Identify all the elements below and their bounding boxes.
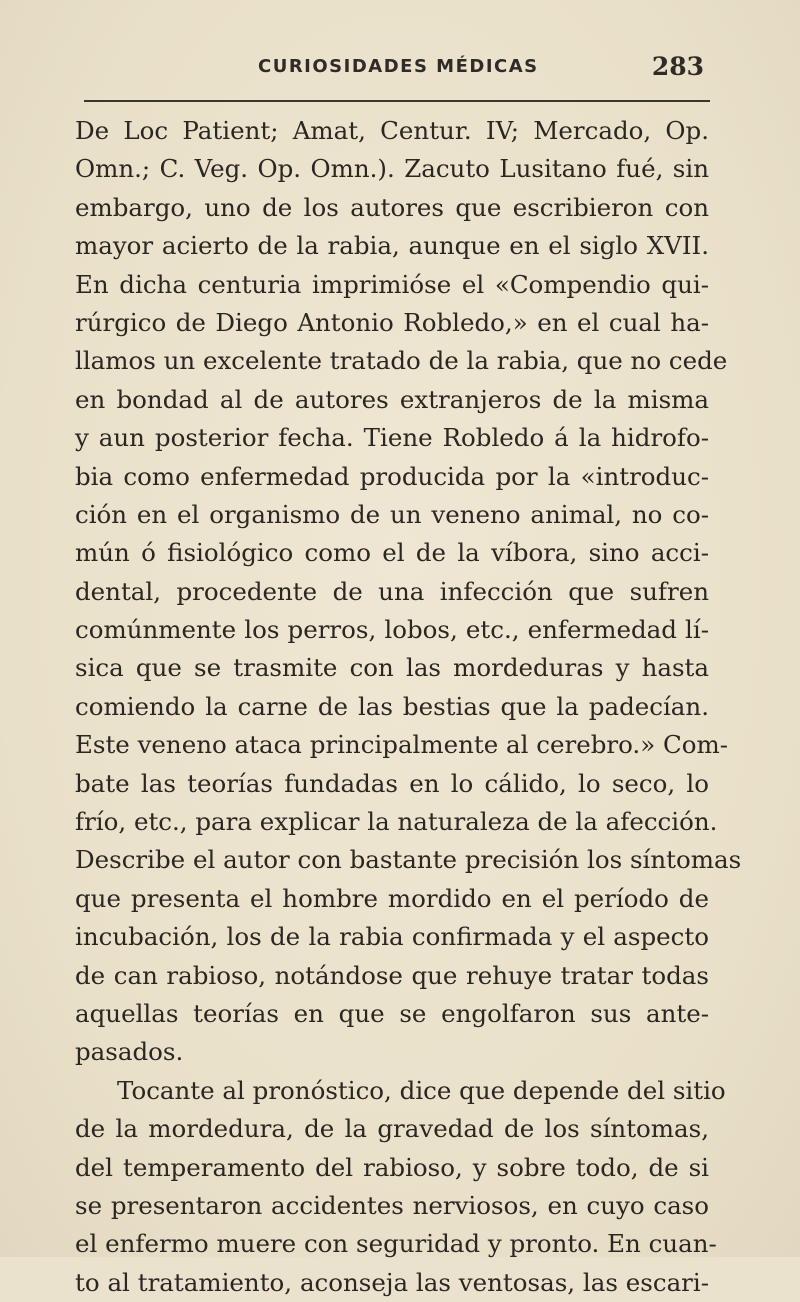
text-line: Describe el autor con bastante precisión los síntomas xyxy=(75,845,742,875)
text-line: embargo, uno de los autores que escribieron con xyxy=(75,192,709,222)
text-line: Este veneno ataca principalmente al cerebro.» Com- xyxy=(75,730,728,760)
text-line: bia como enfermedad producida por la «introduc- xyxy=(75,461,709,491)
text-line: mún ó fisiológico como el de la víbora, sino acci- xyxy=(75,538,709,568)
text-line: aquellas teorías en que se engolfaron sus ante- xyxy=(75,998,709,1028)
text-line: mayor acierto de la rabia, aunque en el siglo XVII. xyxy=(75,231,709,261)
paragraph-end-line: pasados. xyxy=(75,1037,184,1067)
text-line: ción en el organismo de un veneno animal, no co- xyxy=(75,499,709,529)
text-line: bate las teorías fundadas en lo cálido, lo seco, lo xyxy=(75,768,709,798)
text-line: dental, procedente de una infección que sufren xyxy=(75,576,709,606)
header-rule xyxy=(84,100,710,102)
body-text xyxy=(75,112,742,1302)
page-number: 283 xyxy=(651,52,704,81)
running-head: CURIOSIDADES MÉDICAS xyxy=(258,56,539,77)
text-line: el enfermo muere con seguridad y pronto. En cuan- xyxy=(75,1229,717,1259)
text-line: de la mordedura, de la gravedad de los síntomas, xyxy=(75,1114,709,1144)
text-line: se presentaron accidentes nerviosos, en cuyo caso xyxy=(75,1190,709,1220)
text-line: en bondad al de autores extranjeros de la misma xyxy=(75,384,709,414)
text-line: De Loc Patient; Amat, Centur. IV; Mercado, Op. xyxy=(75,116,709,145)
text-line: de can rabioso, notándose que rehuye tratar todas xyxy=(75,960,709,990)
text-line: comiendo la carne de las bestias que la padecían. xyxy=(75,691,709,721)
page-header xyxy=(0,52,800,82)
text-line: y aun posterior fecha. Tiene Robledo á la hidrofo- xyxy=(75,423,709,453)
paragraph-start-line: Tocante al pronóstico, dice que depende del sitio xyxy=(117,1075,726,1105)
text-line: sica que se trasmite con las mordeduras y hasta xyxy=(75,653,709,683)
text-line: llamos un excelente tratado de la rabia, que no cede xyxy=(75,346,728,376)
text-line: comúnmente los perros, lobos, etc., enfermedad lí- xyxy=(75,615,709,645)
text-line: to al tratamiento, aconseja las ventosas, las escari- xyxy=(75,1267,709,1297)
text-line: rúrgico de Diego Antonio Robledo,» en el cual ha- xyxy=(75,307,709,337)
text-line: incubación, los de la rabia confirmada y el aspecto xyxy=(75,922,709,952)
text-line: del temperamento del rabioso, y sobre todo, de si xyxy=(75,1152,709,1182)
text-line: En dicha centuria imprimióse el «Compendio qui- xyxy=(75,269,709,299)
text-line: frío, etc., para explicar la naturaleza de la afección. xyxy=(75,807,718,837)
text-line: Omn.; C. Veg. Op. Omn.). Zacuto Lusitano fué, sin xyxy=(75,154,709,184)
text-line: que presenta el hombre mordido en el período de xyxy=(75,883,709,913)
